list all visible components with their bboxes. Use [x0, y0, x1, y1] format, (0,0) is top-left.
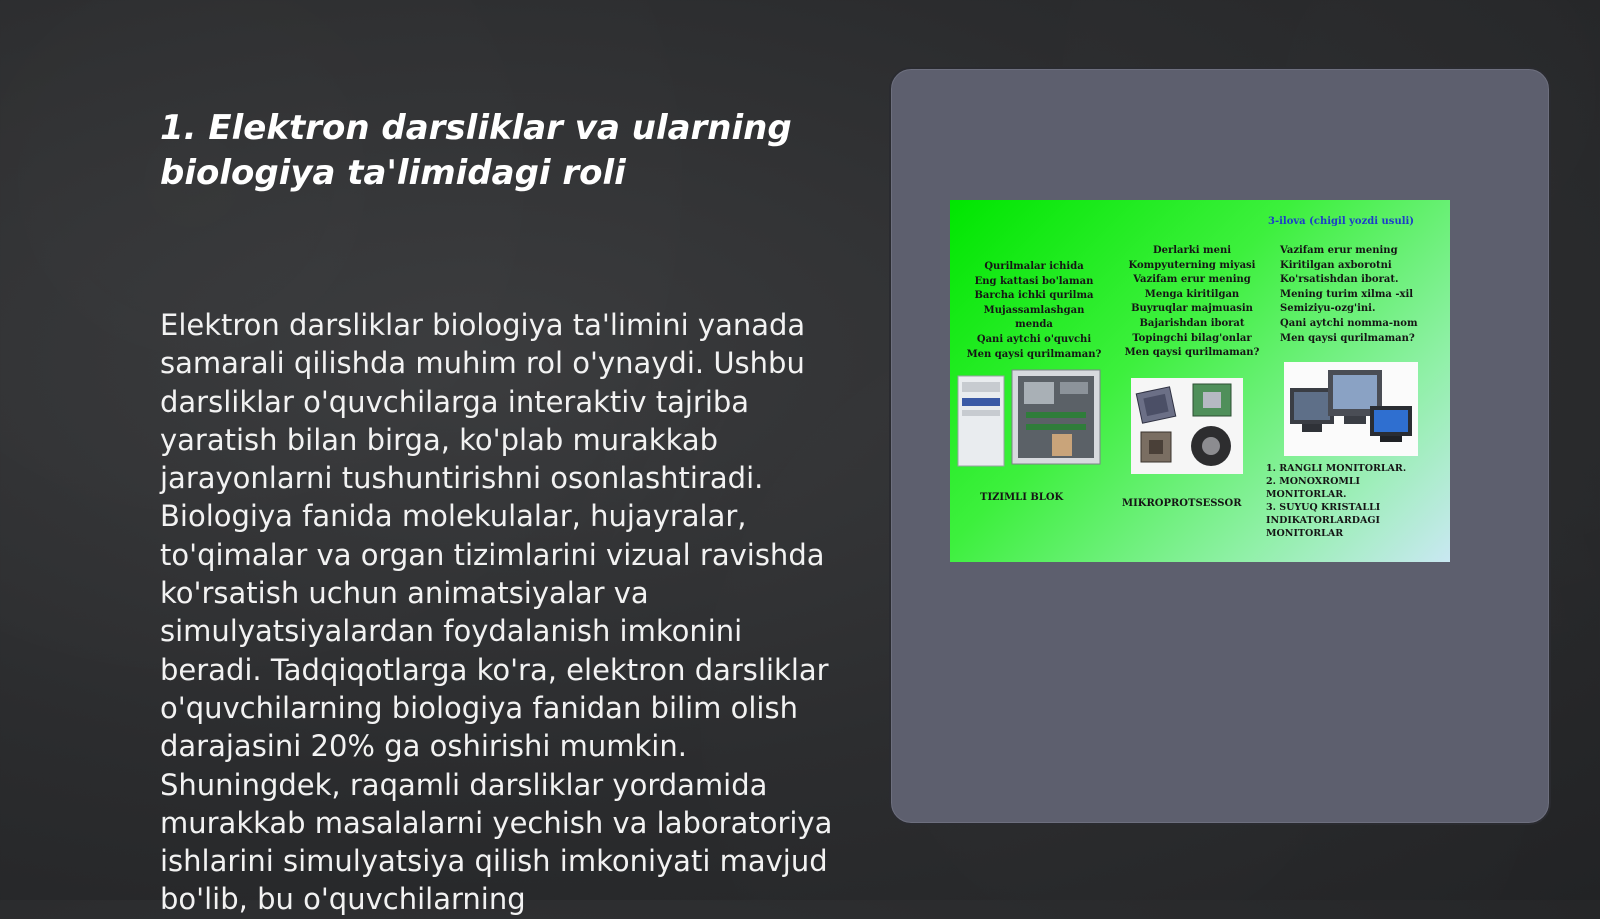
text-line: Eng kattasi bo'laman	[974, 275, 1094, 287]
slide-title: 1. Elektron darsliklar va ularning biologiya ta'limidagi roli	[160, 108, 792, 193]
system-unit-caption: TIZIMLI BLOK	[980, 492, 1064, 503]
text-line: Mujassamlashgan menda	[983, 304, 1085, 331]
riddle-system-unit	[964, 260, 1104, 362]
text-line: Semiziyu-ozg'ini.	[1280, 303, 1376, 315]
system-unit-picture	[956, 368, 1104, 468]
text-line: Vazifam erur mening	[1133, 274, 1251, 286]
appendix-tag: 3-ilova (chigil yozdi usuli)	[1268, 216, 1415, 227]
text-line: Men qaysi qurilmaman?	[1124, 347, 1260, 359]
text-line: Buyruqlar majmuasin	[1131, 303, 1253, 315]
text-line: Men qaysi qurilmaman?	[966, 348, 1102, 360]
text-line: MONITORLAR	[1266, 528, 1344, 539]
text-line: Qurilmalar ichida	[984, 261, 1084, 272]
riddle-processor	[1122, 244, 1262, 361]
text-line: Kompyuterning miyasi	[1128, 259, 1256, 271]
text-line: Barcha ichki qurilma	[974, 290, 1094, 302]
text-line: Mening turim xilma -xil	[1280, 288, 1414, 300]
text-line: Topingchi bilag'onlar	[1132, 332, 1252, 344]
text-line: Men qaysi qurilmaman?	[1280, 332, 1415, 344]
monitors-picture	[1284, 362, 1418, 456]
text-line: Ko'rsatishdan iborat.	[1280, 274, 1399, 286]
microprocessor-caption: MIKROPROTSESSOR	[1122, 498, 1242, 509]
text-line: MONITORLAR.	[1266, 489, 1347, 500]
text-line: Derlarki meni	[1152, 245, 1232, 256]
text-line: Kiritilgan axborotni	[1280, 259, 1392, 271]
monitor-types-list	[1266, 462, 1406, 540]
microprocessor-picture	[1131, 378, 1243, 474]
text-line: Vazifam erur mening	[1280, 245, 1398, 256]
text-line: INDIKATORLARDAGI	[1266, 515, 1380, 526]
text-line: Qani aytchi nomma-nom	[1280, 317, 1418, 329]
text-line: Bajarishdan iborat	[1139, 317, 1245, 329]
text-line: Qani aytchi o'quvchi	[976, 333, 1092, 345]
riddle-monitor	[1280, 244, 1420, 346]
slide-body-text: Elektron darsliklar biologiya ta'limini yanada samarali qilishda muhim rol o'ynaydi. Ushbu darsliklar o'quvchilarga interaktiv tajriba yaratish bilan birga, ko'plab murakkab jarayonlarni tushuntirishni osonlashtiradi. Biologiya fanida molekulalar, hujayralar, to'qimalar va organ tizimlarini vizual ravishda ko'rsatish uchun animatsiyalar va simulyatsiyalardan foydalanish imkonini beradi. Tadqiqotlarga ko'ra, elektron darsliklar o'quvchilarning biologiya fanidan bilim olish darajasini 20% ga oshirishi mumkin. Shuningdek, raqamli darsliklar yordamida murakkab masalalarni yechish va laboratoriya ishlarini simulyatsiya qilish imkoniyati mavjud bo'lib, bu o'quvchilarning	[160, 308, 833, 917]
text-line: Menga kiritilgan	[1144, 288, 1240, 300]
text-line: 3. SUYUQ KRISTALLI	[1266, 502, 1381, 513]
text-line: 2. MONOXROMLI	[1266, 476, 1360, 487]
text-line: 1. RANGLI MONITORLAR.	[1266, 463, 1407, 474]
embedded-slide-image	[950, 200, 1450, 562]
